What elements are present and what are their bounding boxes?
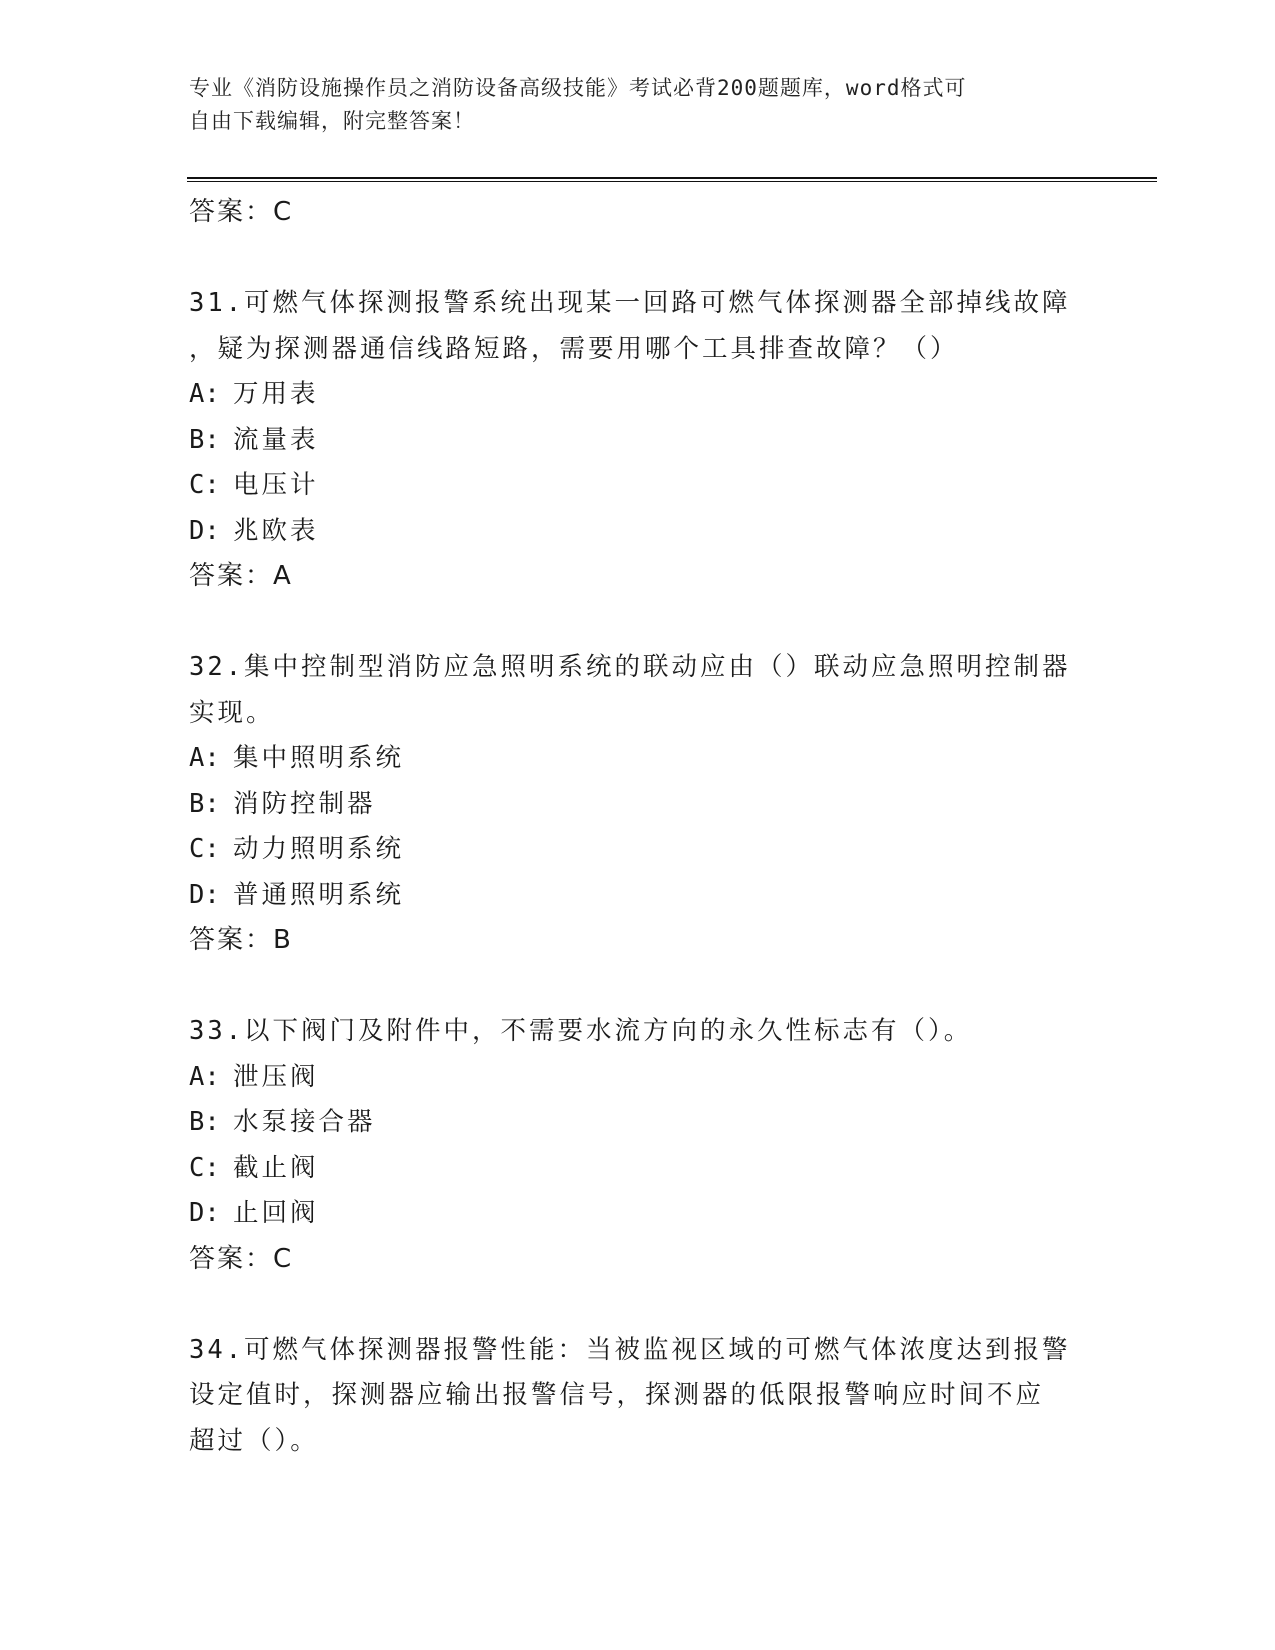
option-key: B: (189, 788, 220, 819)
option-c (189, 1146, 1089, 1192)
page-header (189, 72, 1089, 138)
option-a (189, 372, 1089, 418)
answer-line: 答案：B (189, 925, 293, 955)
option-key: D: (189, 1198, 220, 1228)
option-b (189, 782, 1089, 828)
option-d (189, 1191, 1089, 1237)
option-key: A: (189, 379, 220, 409)
option-text: 截止阀 (233, 1152, 319, 1183)
option-key: A: (189, 1061, 220, 1092)
question-stem-line: 33.以下阀门及附件中，不需要水流方向的永久性标志有（）。 (189, 1016, 973, 1046)
answer-line: 答案：A (189, 561, 293, 591)
option-text: 流量表 (233, 424, 319, 455)
question-31 (189, 281, 1089, 600)
option-text: 集中照明系统 (233, 743, 405, 773)
question-33 (189, 1009, 1089, 1282)
question-stem-line: 34.可燃气体探测器报警性能：当被监视区域的可燃气体浓度达到报警 (189, 1334, 1071, 1365)
option-key: C: (189, 1152, 220, 1183)
option-key: D: (189, 879, 220, 910)
option-key: D: (189, 515, 220, 546)
option-text: 兆欧表 (233, 515, 319, 546)
option-c (189, 463, 1089, 509)
header-divider (187, 177, 1157, 182)
option-key: C: (189, 834, 220, 864)
question-32 (189, 645, 1089, 964)
option-text: 水泵接合器 (233, 1107, 376, 1137)
spacer (189, 964, 1089, 1010)
spacer (189, 1282, 1089, 1328)
option-d (189, 873, 1089, 919)
question-stem-line: 设定值时，探测器应输出报警信号，探测器的低限报警响应时间不应 (189, 1380, 1045, 1410)
spacer (189, 600, 1089, 646)
question-list (189, 190, 1089, 1464)
option-text: 万用表 (233, 379, 319, 409)
question-34 (189, 1328, 1089, 1465)
question-stem-line: 32.集中控制型消防应急照明系统的联动应由（）联动应急照明控制器 (189, 652, 1071, 682)
option-key: A: (189, 743, 220, 773)
option-b (189, 1100, 1089, 1146)
spacer (189, 236, 1089, 282)
option-c (189, 827, 1089, 873)
option-text: 普通照明系统 (233, 879, 405, 910)
answer-line: 答案：C (189, 1243, 294, 1274)
option-text: 止回阀 (233, 1198, 319, 1228)
option-a (189, 1055, 1089, 1101)
option-text: 动力照明系统 (233, 834, 405, 864)
option-key: B: (189, 424, 220, 455)
question-stem-line: 超过（）。 (189, 1425, 319, 1456)
option-a (189, 736, 1089, 782)
question-stem-line: 实现。 (189, 697, 275, 728)
option-text: 消防控制器 (233, 788, 376, 819)
option-key: B: (189, 1107, 220, 1137)
option-text: 电压计 (233, 470, 319, 500)
question-stem-line: 31.可燃气体探测报警系统出现某一回路可燃气体探测器全部掉线故障 (189, 288, 1071, 318)
option-d (189, 509, 1089, 555)
option-key: C: (189, 470, 220, 500)
header-line-2: 自由下载编辑，附完整答案！ (189, 109, 475, 133)
option-text: 泄压阀 (233, 1061, 319, 1092)
header-line-1: 专业《消防设施操作员之消防设备高级技能》考试必背200题题库，word格式可 (189, 76, 967, 100)
previous-answer: 答案：C (189, 197, 294, 227)
option-b (189, 418, 1089, 464)
question-stem-line: ，疑为探测器通信线路短路，需要用哪个工具排查故障？（） (189, 333, 959, 364)
